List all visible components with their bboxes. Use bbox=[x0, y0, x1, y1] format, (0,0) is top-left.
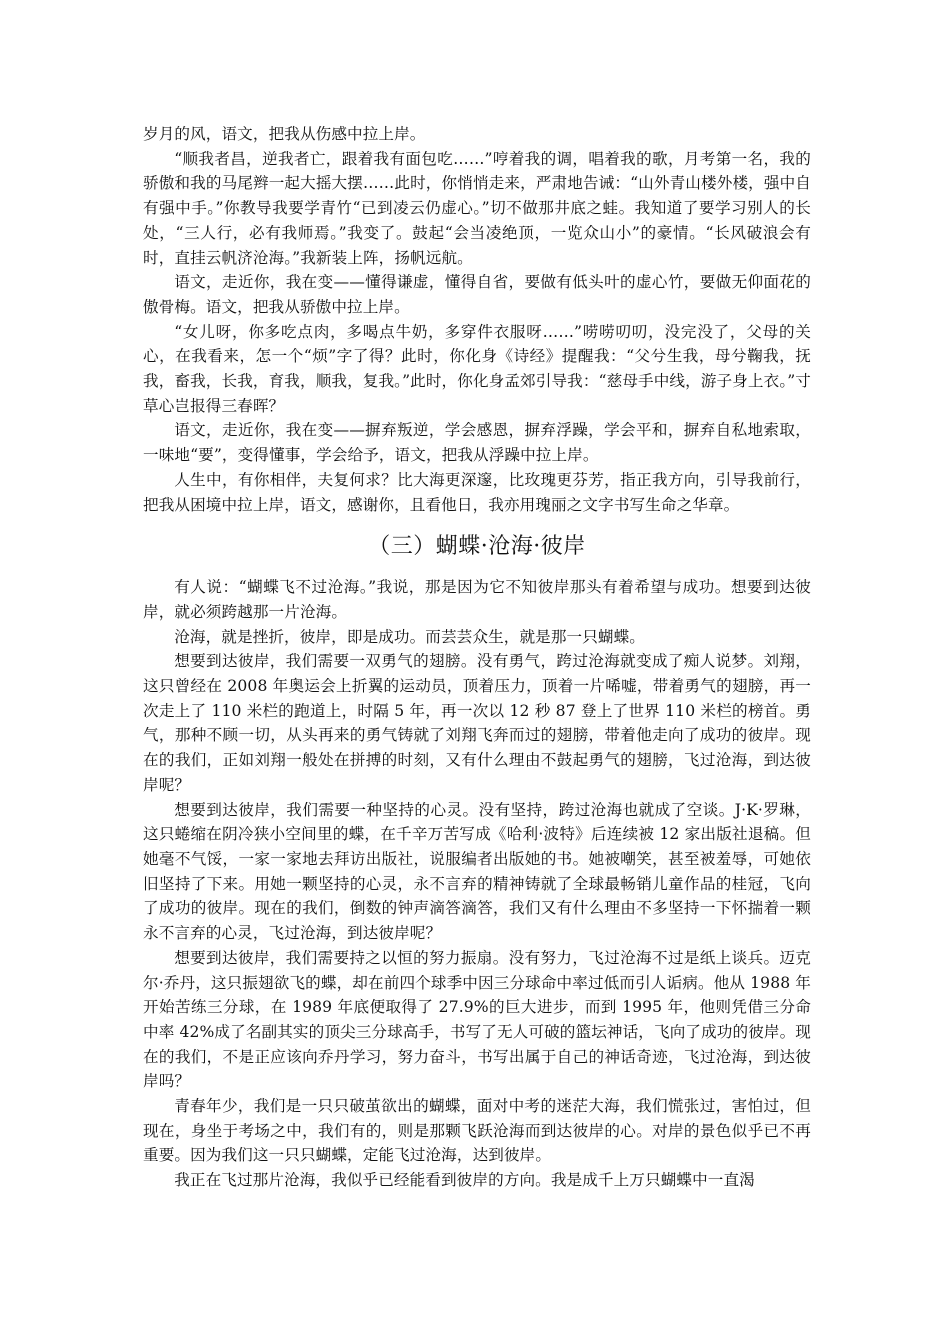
section-title: （三）蝴蝶·沧海·彼岸 bbox=[368, 534, 586, 560]
paragraph: “女儿呀，你多吃点肉，多喝点牛奶，多穿件衣服呀……”唠唠叨叨，没完没了，父母的关心，在我看来，怎一个“烦”字了得？此时，你化身《诗经》提醒我：“父兮生我，母兮鞠我，抚我，畜我，长我，育我，顺我，复我。”此时，你化身孟郊引导我：“慈母手中线，游子身上衣。”寸草心岂报得三春晖？ bbox=[143, 322, 811, 415]
paragraph-continued: 岁月的风，语文，把我从伤感中拉上岸。 bbox=[143, 125, 426, 143]
document-page bbox=[143, 122, 811, 1193]
paragraph: “顺我者昌，逆我者亡，跟着我有面包吃……”哼着我的调，唱着我的歌，月考第一名，我的骄傲和我的马尾辫一起大摇大摆……此时，你悄悄走来，严肃地告诫：“山外青山楼外楼，强中自有强中手。”你教导我要学青竹“已到凌云仍虚心。”切不做那井底之蛙。我知道了要学习别人的长处，“三人行，必有我师焉。”我变了。鼓起“会当凌绝顶，一览众山小”的豪情。“长风破浪会有时，直挂云帆济沧海。”我新装上阵，扬帆远航。 bbox=[143, 149, 811, 267]
paragraph: 语文，走近你，我在变——摒弃叛逆，学会感恩，摒弃浮躁，学会平和，摒弃自私地索取，一味地“要”，变得懂事，学会给予，语文，把我从浮躁中拉上岸。 bbox=[143, 421, 811, 465]
paragraph: 想要到达彼岸，我们需要一种坚持的心灵。没有坚持，跨过沧海也就成了空谈。J·K·罗琳，这只蜷缩在阴冷狭小空间里的蝶，在千辛万苦写成《哈利·波特》后连续被 12 家出版社退稿。但她毫不气馁，一家一家地去拜访出版社，说服编者出版她的书。她被嘲笑，甚至被羞辱，可她依旧坚持了下来。用她一颗坚持的心灵，永不言弃的精神铸就了全球最畅销儿童作品的桂冠，飞向了成功的彼岸。现在的我们，倒数的钟声滴答滴答，我们又有什么理由不多坚持一下怀揣着一颗永不言弃的心灵，飞过沧海，到达彼岸呢？ bbox=[143, 800, 811, 943]
paragraph: 想要到达彼岸，我们需要持之以恒的努力振扇。没有努力，飞过沧海不过是纸上谈兵。迈克尔·乔丹，这只振翅欲飞的蝶，却在前四个球季中因三分球命中率过低而引人诟病。他从 1988 年开始苦练三分球，在 1989 年底便取得了 27.9%的巨大进步，而到 1995 年，他则凭借三分命中率 42%成了名副其实的顶尖三分球高手，书写了无人可破的篮坛神话，飞向了成功的彼岸。现在的我们，不是正应该向乔丹学习，努力奋斗，书写出属于自己的神话奇迹，飞过沧海，到达彼岸吗？ bbox=[143, 948, 811, 1091]
paragraph: 想要到达彼岸，我们需要一双勇气的翅膀。没有勇气，跨过沧海就变成了痴人说梦。刘翔，这只曾经在 2008 年奥运会上折翼的运动员，顶着压力，顶着一片唏嘘，带着勇气的翅膀，再一次走上了 110 米栏的跑道上，时隔 5 年，再一次以 12 秒 87 登上了世界 110 米栏的榜首。勇气，那种不顾一切，从头再来的勇气铸就了刘翔飞奔而过的翅膀，带着他走向了成功的彼岸。现在的我们，正如刘翔一般处在拼搏的时刻，又有什么理由不鼓起勇气的翅膀，飞过沧海，到达彼岸呢？ bbox=[143, 652, 811, 794]
paragraph: 人生中，有你相伴，夫复何求？比大海更深邃，比玫瑰更芬芳，指正我方向，引导我前行，把我从困境中拉上岸，语文，感谢你，且看他日，我亦用瑰丽之文字书写生命之华章。 bbox=[143, 470, 811, 514]
paragraph: 语文，走近你，我在变——懂得谦虚，懂得自省，要做有低头叶的虚心竹，要做无仰面花的傲骨梅。语文，把我从骄傲中拉上岸。 bbox=[143, 273, 811, 316]
paragraph: 有人说：“蝴蝶飞不过沧海。”我说，那是因为它不知彼岸那头有着希望与成功。想要到达彼岸，就必须跨越那一片沧海。 bbox=[143, 578, 811, 621]
paragraph: 青春年少，我们是一只只破茧欲出的蝴蝶，面对中考的迷茫大海，我们慌张过，害怕过，但现在，身坐于考场之中，我们有的，则是那颗飞跃沧海而到达彼岸的心。对岸的景色似乎已不再重要。因为我们这一只只蝴蝶，定能飞过沧海，达到彼岸。 bbox=[143, 1097, 811, 1165]
paragraph: 沧海，就是挫折，彼岸，即是成功。而芸芸众生，就是那一只蝴蝶。 bbox=[174, 627, 646, 646]
paragraph: 我正在飞过那片沧海，我似乎已经能看到彼岸的方向。我是成千上万只蝴蝶中一直渴 bbox=[174, 1171, 755, 1190]
